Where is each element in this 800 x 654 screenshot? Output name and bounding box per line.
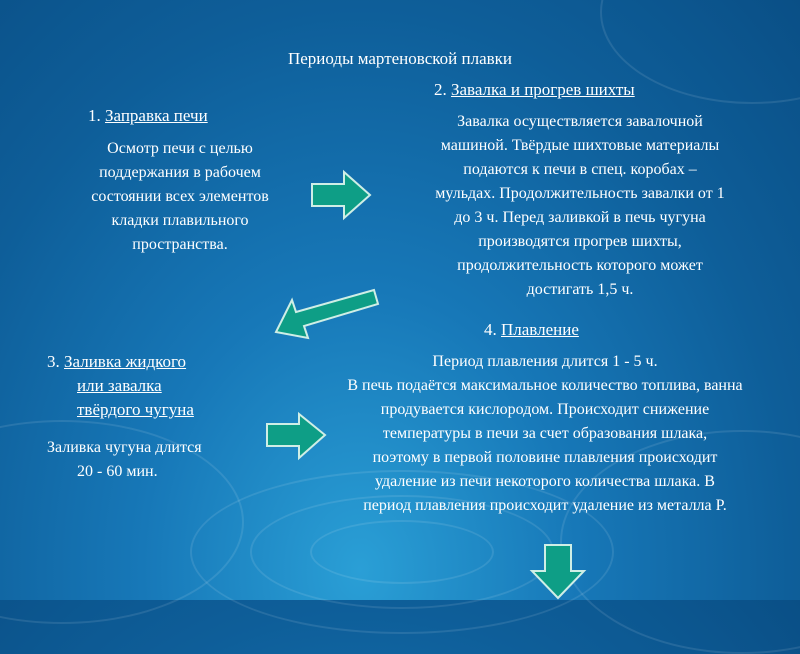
- step3-heading-line-1: [47, 350, 194, 374]
- text-line: Осмотр печи с целью: [107, 140, 253, 157]
- text-line: состоянии всех элементов: [91, 188, 269, 205]
- step3-body: [47, 436, 202, 484]
- text-line: до 3 ч. Перед заливкой в печь чугуна: [454, 209, 706, 226]
- step3-heading-line-2: [47, 374, 194, 398]
- step1-body: [45, 137, 315, 257]
- step1-number: 1.: [88, 106, 105, 125]
- step4-number: 4.: [484, 320, 501, 339]
- text-line: пространства.: [132, 236, 228, 253]
- arrow-right-shape: [312, 172, 370, 218]
- step1-heading: [88, 106, 208, 126]
- step2-number: 2.: [434, 80, 451, 99]
- step3-title-line: твёрдого чугуна: [77, 400, 194, 419]
- arrow-down-left-icon: [270, 280, 380, 350]
- arrow-down-icon: [530, 543, 586, 600]
- text-line: 20 - 60 мин.: [77, 463, 158, 480]
- text-line: период плавления происходит удаление из металла P.: [363, 497, 727, 514]
- step4-body: [295, 350, 795, 518]
- text-line: производятся прогрев шихты,: [478, 233, 682, 250]
- step4-heading: [484, 320, 579, 340]
- arrow-right-shape: [267, 414, 325, 458]
- text-line: продолжительность которого может: [457, 257, 703, 274]
- ripple-decoration: [310, 520, 494, 584]
- text-line: мульдах. Продолжительность завалки от 1: [435, 185, 725, 202]
- text-line: Заливка чугуна длится: [47, 439, 202, 456]
- step3-heading: [47, 350, 194, 422]
- step2-body: [390, 110, 770, 302]
- text-line: В печь подаётся максимальное количество топлива, ванна: [347, 377, 743, 394]
- text-line: поэтому в первой половине плавления происходит: [372, 449, 718, 466]
- slide-title: Периоды мартеновской плавки: [287, 49, 512, 68]
- text-line: подаются к печи в спец. коробах –: [463, 161, 697, 178]
- step3-title-line: Заливка жидкого: [64, 352, 187, 371]
- step3-number: 3.: [47, 352, 64, 371]
- step1-title: Заправка печи: [105, 106, 208, 125]
- text-line: кладки плавильного: [111, 212, 249, 229]
- arrow-down-left-shape: [276, 290, 378, 338]
- text-line: поддержания в рабочем: [99, 164, 261, 181]
- step3-heading-line-3: [47, 398, 194, 422]
- arrow-right-icon: [265, 412, 327, 460]
- text-line: Завалка осуществляется завалочной: [457, 113, 703, 130]
- text-line: удаление из печи некоторого количества шлака. В: [375, 473, 715, 490]
- text-line: машиной. Твёрдые шихтовые материалы: [440, 137, 720, 154]
- text-line: продувается кислородом. Происходит снижение: [380, 401, 710, 418]
- text-line: температуры в печи за счет образования шлака,: [382, 425, 708, 442]
- step2-heading: [434, 80, 635, 100]
- arrow-down-shape: [532, 545, 584, 598]
- step3-title-line: или завалка: [77, 376, 162, 395]
- text-line: достигать 1,5 ч.: [526, 281, 634, 298]
- step4-title: Плавление: [501, 320, 579, 339]
- text-line: Период плавления длится 1 - 5 ч.: [432, 353, 658, 370]
- step2-title: Завалка и прогрев шихты: [451, 80, 635, 99]
- arrow-right-icon: [310, 170, 372, 220]
